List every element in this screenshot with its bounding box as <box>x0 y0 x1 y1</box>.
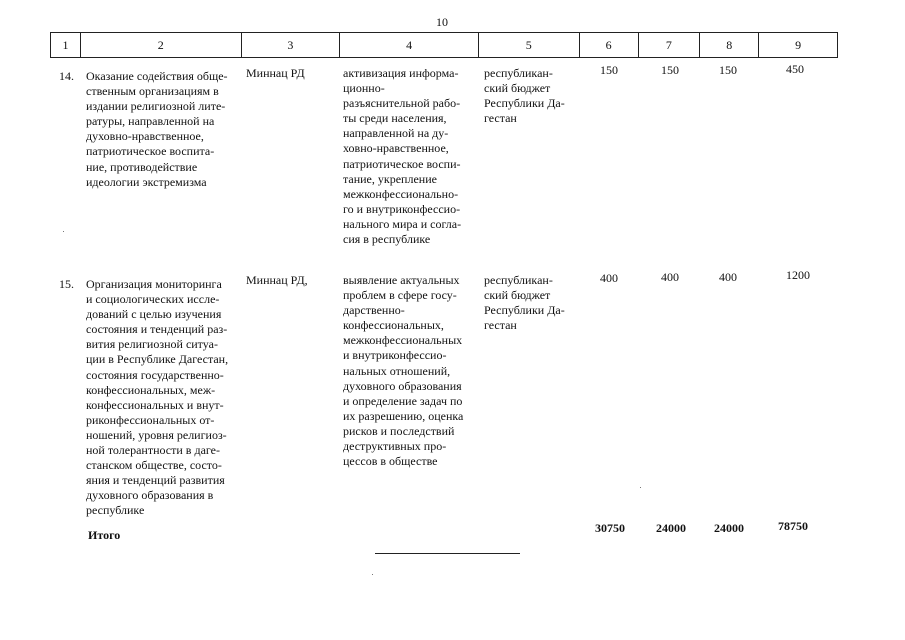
column-header-2: 2 <box>81 33 242 57</box>
column-header-6: 6 <box>580 33 639 57</box>
row-15-description: Организация мониторинга и социологических иссле- дований с целью изучения состояния и тенденций раз- вития религиозной ситуа- ции в Республике Дагестан, состояния государственно- конфессиональных, меж- конфессиональных и внут- риконфессиональных от- ношений, уровня религиоз- ной толерантности в даге- станском обществе, состо- яния и тенденций развития духовного образования в республике <box>86 277 229 518</box>
total-value-col7: 24000 <box>656 521 686 535</box>
total-label: Итого <box>88 528 121 542</box>
row-14-value-col6: 150 <box>600 63 618 77</box>
row-14-number: 14. <box>59 69 74 83</box>
row-15-number: 15. <box>59 277 74 291</box>
scan-speck <box>63 231 64 232</box>
row-14-value-col7: 150 <box>661 63 679 77</box>
row-14-result: активизация информа- ционно- разъяснительной рабо- ты среди населения, направленной на ду- ховно-нравственное, патриотическое воспи- тание, укрепление межконфессионально- го и внутриконфессио- нального мира и согла- сия в республике <box>343 66 462 247</box>
row-15-value-col6: 400 <box>600 271 618 285</box>
row-14-funding-source: республикан- ский бюджет Республики Да- гестан <box>484 66 565 126</box>
table-header-row <box>50 32 838 58</box>
total-value-col8: 24000 <box>714 521 744 535</box>
closing-divider-line <box>375 553 520 554</box>
column-header-9: 9 <box>795 37 802 52</box>
row-15-executor: Миннац РД, <box>246 273 308 287</box>
column-header-4: 4 <box>340 33 479 57</box>
row-14-value-col8: 150 <box>719 63 737 77</box>
row-14-value-col9: 450 <box>786 62 804 76</box>
column-header-8: 8 <box>700 33 759 57</box>
row-15-result: выявление актуальных проблем в сфере госу- дарственно- конфессиональных, межконфессиональных и внутриконфессио- нальных отношений, духовного образования и определение задач по их разрешению, оценка рисков и последствий деструктивных про- цессов в обществе <box>343 273 464 469</box>
row-14-executor: Миннац РД <box>246 66 305 80</box>
row-15-funding-source: республикан- ский бюджет Республики Да- гестан <box>484 273 565 333</box>
page-number: 10 <box>436 15 448 29</box>
column-header-5: 5 <box>479 33 580 57</box>
total-value-col9: 78750 <box>778 519 808 533</box>
column-header-7: 7 <box>639 33 701 57</box>
scan-speck <box>372 574 373 575</box>
column-header-1: 1 <box>51 33 81 57</box>
row-15-value-col7: 400 <box>661 270 679 284</box>
scan-speck <box>640 487 641 488</box>
total-value-col6: 30750 <box>595 521 625 535</box>
row-15-value-col8: 400 <box>719 270 737 284</box>
row-14-description: Оказание содействия обще- ственным организациям в издании религиозной лите- ратуры, направленной на духовно-нравственное, патриотическое воспита- ние, противодействие идеологии экстремизма <box>86 69 228 189</box>
column-header-3: 3 <box>242 33 341 57</box>
row-15-value-col9: 1200 <box>786 268 810 282</box>
